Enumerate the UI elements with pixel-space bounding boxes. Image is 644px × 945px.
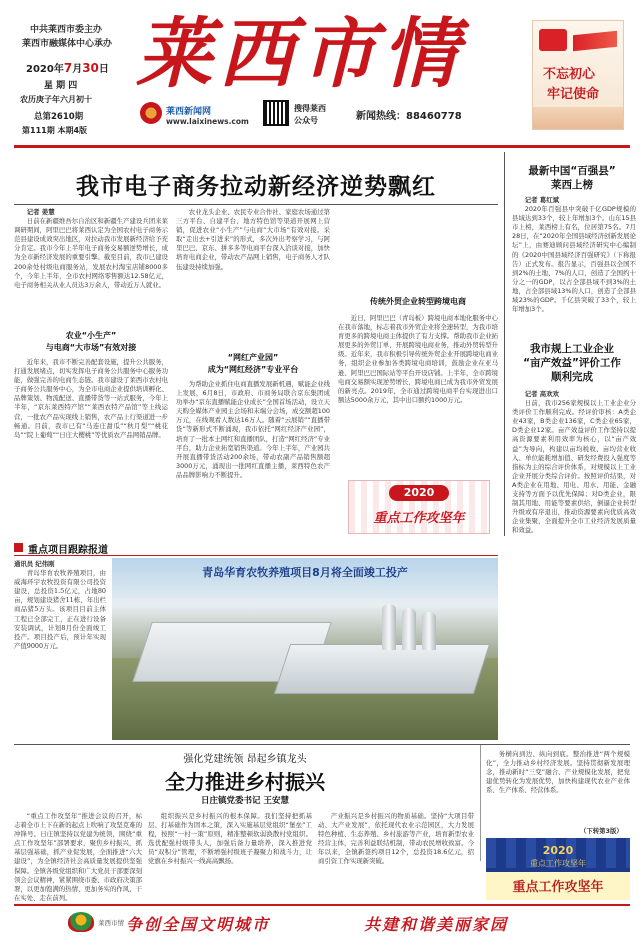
party-emblem-icon: [539, 29, 567, 51]
project-photo: [112, 558, 498, 740]
date-year: 2020年: [26, 64, 64, 75]
lead-column-3: [338, 314, 498, 474]
feature-column-3: [318, 812, 474, 902]
site-url: www.laixinews.com: [166, 117, 249, 126]
lead-headline: 我市电子商务拉动新经济逆势飘红: [76, 173, 436, 200]
brief-2-headline-line-3: 顺利完成: [551, 371, 593, 383]
footer-slogan-left: 争创全国文明城市: [126, 915, 271, 934]
brief-2-byline: 记者 高欢欢: [524, 390, 559, 398]
bottom-banner-year: 2020: [542, 844, 574, 857]
hotline-number: 88460778: [406, 111, 462, 122]
brief-1-headline-line-1: 最新中国“百强县”: [528, 165, 616, 177]
brief-1-headline: [508, 164, 636, 192]
hotline-label: 新闻热线：: [356, 111, 406, 122]
lead-subhead-3: 传统外贸企业转型跨境电商: [370, 297, 466, 306]
project-headline: 青岛华育农牧养殖项目8月将全面竣工投产: [202, 566, 408, 579]
brief-2-headline-line-2: “亩产效益”评价工作: [523, 357, 621, 369]
slogan-line-2: 牢记使命: [547, 87, 600, 102]
lead-column-2: [176, 208, 330, 348]
brief-2-headline: [508, 342, 636, 384]
right-column-divider: [504, 152, 505, 536]
lead-byline: 记者 姜慧: [26, 208, 55, 216]
issue-info: 第111期 本期4版: [22, 126, 88, 135]
brief-1-body: [512, 196, 636, 336]
site-name: 莱西新闻网: [166, 107, 212, 117]
lead-subhead-2: [176, 352, 330, 376]
brief-1-byline: 记者 葛红斌: [524, 196, 559, 204]
wechat-label-2: 公众号: [294, 116, 318, 125]
lead-paragraph-3: 农业龙头企业、农民专业合作社、家庭农场通过第三方平台、自建平台、地方特色馆等渠道开展网上营销，促进农业“小生产”与电商“大市场”有效对接。采取“走出去+引进来”的形式，多次外出考察学习，与阿里巴巴、京东、拼多多等电商平台深入洽谈对接，加快培育电商企业，带动农产品网上销售，电子商务人才队伍建设持续加强。: [176, 208, 330, 271]
project-section-label: 重点项目跟踪报道: [28, 545, 108, 556]
photo-barn-2: [274, 644, 490, 694]
sponsor-line-1: 中共莱西市委主办: [30, 25, 103, 35]
slogan-box: [532, 20, 624, 130]
feature-kicker: 强化党建统领 昂起乡镇龙头: [183, 754, 307, 765]
banner-2020: [348, 480, 490, 534]
hotline: [356, 107, 462, 122]
project-byline: 通讯员 纪伟刚: [14, 560, 55, 568]
feature-text-d: 务横向到边、纵向到底。整治推进“两个规模化”，全力推动乡村经济发展。坚持贯彻新发展理念，推动新时“三变”融合、产业规模化发展，把党建优势转化为发展优势，加快构建现代农业产业体系、生产体系、经营体系。: [486, 750, 630, 795]
feature-author: 日庄镇党委书记 王安慧: [201, 796, 289, 806]
brief-1-text: 2020年百强县中突破千亿GDP规模的县域达到33个，较上年增加3个。山东15县市上榜，莱西榜上有名，位居第75名。7月28日，在“2020年全国县域经济创新发展论坛”上，由赛迪顾问县域经济研究中心编制的《2020中国县域经济百强研究》（下称报告）正式发布。报告显示，百强县以全国不到2%的土地、7%的人口，创造了全国约十分之一的GDP，以占全部县域不到3%的土地，占全部县域13%的人口，创造了全部县域23%的GDP。千亿县突破了33个，较上年增加3个。: [512, 205, 636, 314]
feature-text-a: “重点工作攻坚年”推进会议的召开，标志着全市上下在新的起点上吹响了攻坚克难的冲锋号。日庄镇坚持以党建为统领，围绕“重点工作攻坚年”部署要求，聚焦乡村振兴，抓基层强基础，抓产业促发展，全面推进“六大建设”，为全镇经济社会高质量发展提供坚强保障。全镇各级党组织和广大党员干部要深刻领会会议精神，紧紧围绕市委、市政府决策部署，以更加饱满的热情、更加务实的作风，干在实处、走在前列。: [14, 812, 142, 902]
skyline-decoration: [533, 107, 624, 130]
lead-subhead-1-line-1: 农业“小生产”: [65, 331, 117, 340]
banner-2020-label: 重点工作攻坚年: [373, 511, 465, 526]
feature-continued: （下转第3版）: [580, 827, 623, 835]
lead-subhead-1-line-2: 与电商“大市场”有效对接: [45, 343, 137, 352]
feature-headline: 全力推进乡村振兴: [165, 770, 325, 794]
brief-2-body: [512, 390, 636, 740]
feature-column-1: [14, 812, 142, 902]
lead-subhead-1: [14, 330, 168, 354]
weekday: 星 期 四: [44, 81, 78, 91]
lead-subhead-2-line-2: 成为“网红经济”专业平台: [207, 365, 299, 374]
date-day: 30: [82, 61, 99, 75]
bottom-banner-slogan: 重点工作攻坚年: [530, 859, 586, 868]
bottom-banner-tagline: 重点工作攻坚年: [512, 880, 604, 895]
project-section-bar: [14, 540, 498, 556]
section-marker-icon: [14, 543, 23, 552]
date-month: 7: [63, 61, 73, 75]
lead-paragraph-5: 近日，阿里巴巴（青岛板）跨境电商本地化服务中心在我市落地，标志着我市外贸企业将全速转型，为我市培育更多的跨境电商主体提供了有力支撑。帮助我市企业拓展更多的外贸订单，开展跨境电商业务，推动外贸转型升级。近年来，我市积极引导传统外贸企业开展跨境电商业务，组织企业参加各类跨境电商培训，鼓励企业在亚马逊、阿里巴巴国际站等平台开设店铺。上半年，全市跨境电商交易额实现逆势增长，跨境电商已成为我市外贸发展的新亮点。2019年，全市通过跨境电商平台实现进出口额达5000余万元，其中出口额约1000万元。: [338, 314, 498, 404]
lead-column-1: [14, 208, 168, 329]
photo-silo-2: [402, 608, 416, 650]
sponsor-line-2: 莱西市融媒体中心承办: [22, 39, 113, 49]
issue-date: 2020年7月30日: [26, 61, 109, 75]
site-logo: [140, 102, 162, 124]
photo-silo-1: [382, 604, 396, 650]
lead-column-1b: [14, 358, 168, 536]
feature-top-rule: [14, 744, 630, 745]
masthead: [0, 0, 644, 150]
footer-logo-text: 莱西市情: [98, 919, 124, 927]
lead-column-2b: [176, 380, 330, 536]
flag-icon: [573, 31, 617, 52]
slogan-line-1: 不忘初心: [543, 67, 596, 82]
lead-subhead-2-line-1: “网红产业园”: [227, 353, 279, 362]
masthead-rule: [14, 145, 630, 148]
footer-bar: [14, 904, 630, 940]
feature-right-header-rule: [480, 745, 481, 861]
lead-paragraph-1: 日前在新疆维吾尔自治区和新疆生产建设兵团来莱调研期间，阿里巴巴将莱西认定为全国农村电子商务示范县建设成效突出地区，对拉动我市发展新经济给予充分肯定。我市今年上半年电子商务交易额逆势增长，成为全市新经济发展的重要引擎。截至目前，我市已建设200余处村级电商服务站，发展农村淘宝店铺8000多个，今年上半年，全市农村网络零售额达12.58亿元，电子商务相关从业人员达3万余人，带动近万人就业。: [14, 217, 168, 289]
brief-2-headline-line-1: 我市规上工业企业: [530, 343, 614, 355]
photo-silo-3: [422, 612, 436, 650]
qr-code-icon: [263, 100, 289, 126]
lead-paragraph-2: 近年来，我市不断完善配套设施，提升公共服务，打通发展堵点，切实发挥电子商务公共服务中心服务功能，做强完善的电商生态链。我市建设了莱西市农村电子商务公共服务中心，为全市电商企业提供培训孵化、品牌策划、物流配送、直播带货等一站式服务，今年上半年，“京东莱西特产馆”“莱西农特产品馆”等上线运营，一批农产品实现线上销售，农产品上行渠道进一步畅通。目前，我市已有“马连庄甜瓜”“秋月梨”“桃花岛”“院上葡萄”“日庄大樱桃”等优质农产品网销品牌。: [14, 358, 168, 439]
total-issue: 总第2610期: [34, 112, 84, 122]
brief-1-headline-line-2: 莱西上榜: [551, 179, 593, 191]
paper-title: 莱西市情: [136, 9, 464, 98]
lead-rule: [14, 204, 498, 205]
footer-logo-icon: [68, 912, 94, 932]
lunar-date: 农历庚子年六月初十: [20, 95, 92, 104]
feature-text-b: 组织振兴是乡村振兴的根本保障。我们坚持把抓基层、打基础作为固本之策，深入实施基层党组织“堡垒”工程，按照“一村一策”原则，精准整顿软弱涣散村党组织。选优配强村级带头人，加强后备力量培养，深入推进党员“双积分”管理，不断增强村级班子凝聚力和战斗力，让党旗在乡村振兴一线高高飘扬。: [148, 812, 312, 866]
banner-2020-year: 2020: [389, 485, 449, 501]
bottom-banner: [486, 838, 630, 900]
lead-paragraph-4: 为帮助企业抓住电商直播发展新机遇，赋能企业线上发展，6月8日，市政府、市商务局联合京东集团成功举办“京东直播赋能企业成长”全国首场活动，设立天天购全媒体产业园主会场和末端分会场，成交额超100万元，在线观看人数达16万人。随着“云展销”“直播带货”等新形式不断涌现，我市依托“网红经济产业园”，培育了一批本土网红和直播团队，打造“网红经济”专业平台，助力企业拓宽销售渠道。今年上半年，产业园共开展直播带货活动200余场，带动农副产品销售额超3000万元，涌现出一批网红直播主播，莱西特色农产品品牌影响力不断提升。: [176, 380, 330, 479]
feature-text-c: 产业振兴是乡村振兴的物质基础。坚持“大项目带动、大产业发展”，依托现代农业示范园区，大力发展特色种植、生态养殖、乡村旅游等产业，培育新型农业经营主体，完善利益联结机制，带动农民增收致富。今年以来，全镇新签约项目12个，总投资18.6亿元，招商引资工作实现新突破。: [318, 812, 474, 866]
footer-slogan-right: 共建和谐美丽家园: [364, 915, 509, 934]
feature-column-4: [486, 750, 630, 826]
project-body: [14, 560, 106, 740]
brief-2-text: 日前，我市256家规模以上工业企业分类评价工作顺利完成。经评价审核：A类企业43家，B类企业136家，C类企业65家，D类企业12家。亩产效益评价工作坚持以提高资源要素利用效率为核心，以“亩产效益”为导向，构建以亩均税收、亩均营业收入、单位能耗增加值、研发经费投入强度等指标为主的综合评价体系，对规模以上工业企业开展分类综合评价。按照评价结果，对A类企业在用地、用电、用水、用能、金融支持等方面予以优先保障；对D类企业，限制其用地、用能等要素供给，倒逼企业转型升级或有序退出，推动资源要素向优质高效企业集聚，全面提升全市工业经济发展质量和效益。: [512, 399, 636, 535]
wechat-label-1: 搜得莱西: [294, 104, 326, 113]
project-text: 青岛华育农牧养殖项目，由威海环宇农牧投资有限公司投资建设，总投资1.5亿元，占地80亩，规划建设猪舍11栋，年出栏商品猪5万头。该项目目前主体工程已全部完工，正在进行设备安装调试，计划8月份全面竣工投产。项目投产后，预计年实现产值9000万元。: [14, 569, 106, 650]
feature-column-2: [148, 812, 312, 902]
